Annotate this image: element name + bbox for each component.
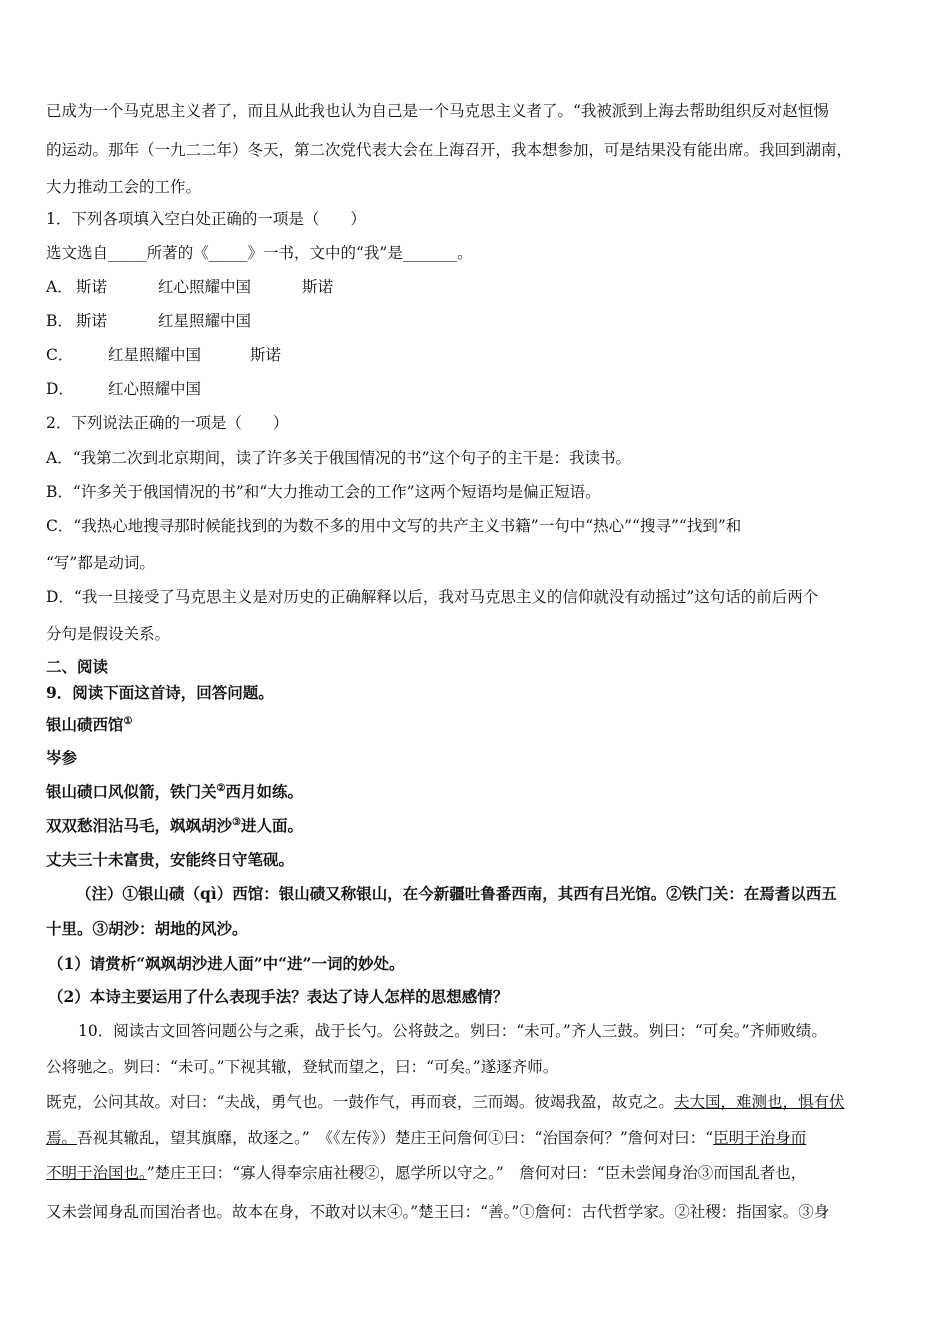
question-1-option-c: C． 红星照耀中国 斯诺 (46, 346, 282, 364)
poem-note-line-2: 十里。③胡沙：胡地的风沙。 (46, 919, 248, 938)
question-2-option-b: B．“许多关于俄国情况的书”和“大力推动工会的工作”这两个短语均是偏正短语。 (46, 483, 601, 501)
question-1-stem: 1．下列各项填入空白处正确的一项是（ ） (46, 210, 366, 228)
question-2-option-c-line-1: C．“我热心地搜寻那时候能找到的为数不多的用中文写的共产主义书籍”一句中“热心”“搜寻”“找到”和 (46, 517, 742, 535)
question-10-line-2: 公将驰之。刿曰：“未可。”下视其辙，登轼而望之，曰：“可矣。”遂逐齐师。 (46, 1058, 559, 1076)
question-2-option-a: A．“我第二次到北京期间，读了许多关于俄国情况的书”这个句子的主干是：我读书。 (46, 449, 632, 467)
question-9-stem: 9．阅读下面这首诗，回答问题。 (46, 683, 274, 702)
underlined-phrase: 不明于治国也。 (46, 1164, 147, 1182)
question-10-line-1: 10．阅读古文回答问题公与之乘，战于长勺。公将鼓之。刿曰：“未可。”齐人三鼓。刿曰：“可矣。”齐师败绩。 (78, 1022, 827, 1040)
poem-author: 岑参 (46, 748, 78, 767)
poem-line-3: 丈夫三十未富贵，安能终日守笔砚。 (46, 850, 295, 869)
question-2-option-c-line-2: “写”都是动词。 (46, 554, 155, 572)
question-10-line-5: 不明于治国也。”楚庄王曰：“寡人得奉宗庙社稷②，愿学所以守之。” 詹何对曰：“臣未尝闻身治③而国乱者也， (46, 1164, 807, 1182)
question-1-option-b: B． 斯诺 红星照耀中国 (46, 312, 252, 330)
question-10-line-4: 焉。吾视其辙乱，望其旗靡，故逐之。” 《《左传》）楚庄王问詹何①曰：“治国奈何？”詹何对曰：“臣明于治身而 (46, 1129, 807, 1147)
intro-line-2: 的运动。那年（一九二二年）冬天，第二次党代表大会在上海召开，我本想参加，可是结果没有能出席。我回到湖南， (46, 141, 853, 159)
question-2-option-d-line-1: D．“我一旦接受了马克思主义是对历史的正确解释以后，我对马克思主义的信仰就没有动摇过”这句话的前后两个 (46, 588, 819, 606)
question-1-option-a: A． 斯诺 红心照耀中国 斯诺 (46, 278, 334, 296)
question-1-option-d: D． 红心照耀中国 (46, 380, 202, 398)
section-heading: 二、阅读 (46, 657, 109, 676)
question-9-sub-2: （2）本诗主要运用了什么表现手法？表达了诗人怎样的思想感情？ (48, 987, 509, 1006)
question-10-line-6: 又未尝闻身乱而国治者也。故本在身，不敢对以末④。”楚王曰：“善。”①詹何：古代哲学家。②社稷：指国家。③身 (46, 1203, 830, 1221)
question-2-stem: 2．下列说法正确的一项是（ ） (46, 414, 289, 432)
underlined-phrase: 焉。 (46, 1129, 78, 1147)
poem-line-1: 银山碛口风似箭，铁门关②西月如练。 (46, 782, 303, 801)
question-2-option-d-line-2: 分句是假设关系。 (46, 625, 171, 643)
question-9-sub-1: （1）请赏析“飒飒胡沙进人面”中“进”一词的妙处。 (48, 954, 405, 973)
underlined-phrase: 夫大国，难测也，惧有伏 (673, 1093, 845, 1111)
poem-line-2: 双双愁泪沾马毛，飒飒胡沙③进人面。 (46, 816, 303, 835)
question-10-line-3: 既克，公问其故。对曰：“夫战，勇气也。一鼓作气，再而衰，三而竭。彼竭我盈，故克之。夫大国，难测也，惧有伏 (46, 1093, 845, 1111)
poem-note-line-1: （注）①银山碛（qì）西馆：银山碛又称银山，在今新疆吐鲁番西南，其西有吕光馆。②铁门关：在焉耆以西五 (76, 884, 837, 903)
intro-line-1: 已成为一个马克思主义者了，而且从此我也认为自己是一个马克思主义者了。“我被派到上海去帮助组织反对赵恒惕 (46, 102, 829, 120)
question-1-fill-sentence: 选文选自_____所著的《_____》一书，文中的“我”是_______。 (46, 244, 473, 262)
underlined-phrase: 臣明于治身而 (713, 1129, 807, 1147)
intro-line-3: 大力推动工会的工作。 (46, 178, 202, 196)
poem-title: 银山碛西馆① (46, 715, 133, 734)
